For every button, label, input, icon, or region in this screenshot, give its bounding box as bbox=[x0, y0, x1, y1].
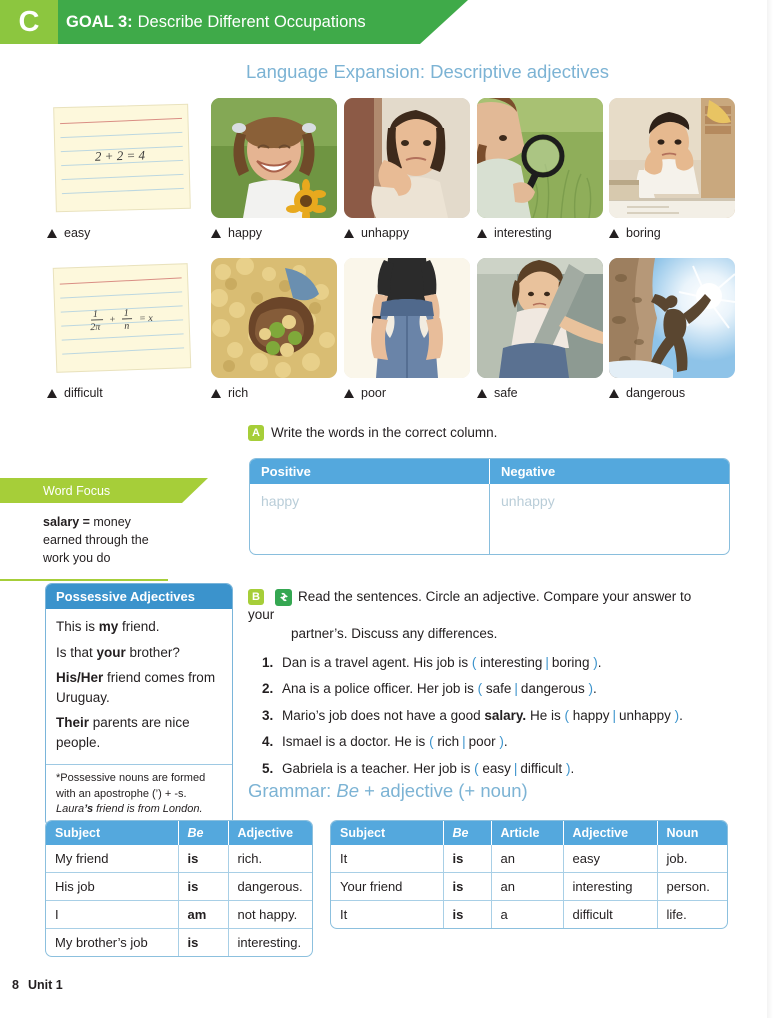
option-b[interactable]: dangerous bbox=[520, 681, 585, 697]
caption-label: easy bbox=[64, 226, 91, 240]
word-focus-definition bbox=[0, 503, 168, 581]
example-bold: His/Her bbox=[56, 670, 104, 686]
photo-safe-child-seatbelt bbox=[477, 258, 603, 378]
caption-label: poor bbox=[361, 386, 387, 400]
triangle-bullet-icon bbox=[211, 389, 221, 398]
triangle-bullet-icon bbox=[344, 229, 354, 238]
example-post: friend. bbox=[118, 619, 160, 634]
cell-be: is bbox=[178, 929, 228, 957]
svg-text:2 + 2 = 4: 2 + 2 = 4 bbox=[94, 147, 146, 164]
option-b[interactable]: boring bbox=[551, 654, 590, 670]
footnote-example-bold: ’s bbox=[84, 803, 94, 816]
cell-subject: It bbox=[331, 901, 443, 929]
cell-be: is bbox=[443, 901, 491, 929]
answer-cell-positive[interactable]: happy bbox=[250, 484, 490, 554]
adjective-card-easy bbox=[47, 98, 173, 240]
word-focus-meaning: money earned through the work you do bbox=[43, 515, 149, 566]
grammar-table-adjective bbox=[45, 820, 313, 957]
option-b[interactable]: unhappy bbox=[619, 707, 671, 723]
caption-happy bbox=[211, 226, 337, 240]
table-row bbox=[46, 845, 313, 873]
sentence-item[interactable] bbox=[248, 654, 718, 672]
exercise-a bbox=[248, 424, 748, 442]
sentence-suffix: . bbox=[503, 734, 508, 750]
goal-label: GOAL 3: bbox=[66, 12, 133, 31]
option-a[interactable]: safe bbox=[485, 681, 512, 697]
option-a[interactable]: rich bbox=[437, 734, 460, 750]
possessive-adjectives-title: Possessive Adjectives bbox=[46, 584, 232, 609]
word-focus-band-taper bbox=[182, 478, 208, 503]
table-row bbox=[46, 929, 313, 957]
paren-open: ( bbox=[471, 654, 477, 670]
column-header-be: Be bbox=[443, 821, 491, 845]
caption-boring bbox=[609, 226, 735, 240]
exercise-a-instruction-text: Write the words in the correct column. bbox=[271, 425, 498, 440]
paren-close: ) bbox=[565, 760, 571, 776]
caption-safe bbox=[477, 386, 603, 400]
cell-noun: job. bbox=[666, 851, 688, 866]
cell-article: a bbox=[491, 901, 563, 929]
example-pre: Is that bbox=[56, 644, 97, 660]
option-b[interactable]: poor bbox=[468, 734, 496, 750]
cell-subject: It bbox=[331, 845, 443, 873]
cell-adjective: interesting. bbox=[228, 929, 313, 957]
positive-negative-table-header bbox=[250, 459, 729, 484]
paren-open: ( bbox=[474, 760, 479, 776]
caption-easy bbox=[47, 226, 173, 240]
word-focus-band bbox=[0, 478, 214, 503]
footnote-line-2: with an apostrophe (’) + -s. bbox=[56, 787, 187, 800]
triangle-bullet-icon bbox=[211, 229, 221, 238]
grammar-table-adjective-noun bbox=[330, 820, 728, 929]
column-header-adjective: Adjective bbox=[228, 821, 313, 845]
column-header-noun: Noun bbox=[657, 821, 727, 845]
exercise-a-badge: A bbox=[248, 425, 264, 441]
adjective-card-dangerous bbox=[609, 258, 735, 400]
sentence-suffix: . bbox=[570, 760, 575, 776]
cell-adjective: not happy. bbox=[228, 901, 313, 929]
paren-open: ( bbox=[429, 734, 434, 750]
triangle-bullet-icon bbox=[47, 229, 57, 238]
section-letter-badge bbox=[0, 0, 58, 44]
sentence-prefix: Gabriela is a teacher. Her job is bbox=[282, 760, 475, 776]
triangle-bullet-icon bbox=[47, 389, 57, 398]
option-divider: | bbox=[462, 734, 466, 750]
cell-subject: My brother’s job bbox=[46, 929, 178, 957]
example-bold: my bbox=[98, 619, 119, 634]
column-header-subject: Subject bbox=[331, 821, 443, 845]
sentence-list bbox=[248, 654, 718, 778]
option-a[interactable]: happy bbox=[572, 707, 610, 723]
sentence-bold-word: salary. bbox=[484, 707, 527, 723]
section-letter: C bbox=[18, 5, 40, 38]
photo-dangerous-rock-climber bbox=[609, 258, 735, 378]
footnote-line-1: *Possessive nouns are formed bbox=[56, 772, 206, 785]
footnote-example bbox=[56, 803, 203, 815]
photo-boring-boy-at-desk bbox=[609, 98, 735, 218]
caption-label: safe bbox=[494, 386, 518, 400]
page-number: 8 bbox=[12, 978, 19, 992]
cell-subject: His job bbox=[46, 873, 178, 901]
caption-label: interesting bbox=[494, 226, 552, 240]
caption-poor bbox=[344, 386, 470, 400]
photo-poor-empty-pockets bbox=[344, 258, 470, 378]
adjective-card-rich bbox=[211, 258, 337, 400]
possessive-adjectives-examples bbox=[46, 609, 232, 764]
exercise-b-instruction bbox=[248, 588, 718, 644]
answer-cell-negative[interactable]: unhappy bbox=[501, 493, 555, 509]
exercise-b-badge: B bbox=[248, 589, 264, 605]
possessive-example-3 bbox=[56, 668, 222, 707]
sentence-number: 4. bbox=[262, 734, 274, 750]
svg-text:1: 1 bbox=[123, 307, 130, 319]
svg-text:+: + bbox=[108, 314, 116, 326]
note-paper-easy-image bbox=[47, 98, 197, 218]
grammar-title-pre: Grammar: bbox=[248, 780, 337, 801]
paren-close: ) bbox=[588, 681, 593, 697]
svg-text:n: n bbox=[124, 320, 130, 332]
sentence-prefix: Ana is a police officer. Her job is bbox=[282, 681, 478, 697]
caption-label: rich bbox=[228, 386, 249, 400]
table-row bbox=[46, 901, 313, 929]
example-bold: Their bbox=[56, 715, 90, 731]
triangle-bullet-icon bbox=[344, 389, 354, 398]
example-post: brother? bbox=[125, 644, 180, 660]
svg-text:1: 1 bbox=[92, 308, 99, 321]
sentence-text bbox=[282, 760, 574, 778]
word-focus-term: salary = bbox=[43, 515, 90, 529]
caption-label: difficult bbox=[64, 386, 103, 400]
cell-subject: Your friend bbox=[331, 873, 443, 901]
sentence-prefix: Ismael is a doctor. He is bbox=[282, 734, 430, 750]
photo-interesting-girl-magnifying-glass bbox=[477, 98, 603, 218]
example-post: friend comes from Uruguay. bbox=[56, 670, 216, 705]
option-divider: | bbox=[514, 681, 518, 697]
goal-title bbox=[66, 0, 366, 44]
column-header-negative: Negative bbox=[501, 464, 556, 479]
caption-label: boring bbox=[626, 226, 661, 240]
sentence-prefix: Mario’s job does not have a good bbox=[282, 707, 485, 723]
paren-close: ) bbox=[674, 707, 680, 723]
sentence-number: 2. bbox=[262, 681, 274, 697]
table-row bbox=[331, 845, 727, 873]
cell-adjective: rich. bbox=[237, 851, 263, 866]
column-header-article: Article bbox=[491, 821, 563, 845]
cell-be: is bbox=[178, 845, 228, 873]
cell-article: an bbox=[491, 845, 563, 873]
goal-banner-taper bbox=[420, 0, 468, 44]
sentence-mid: He is bbox=[526, 707, 565, 723]
option-divider: | bbox=[513, 760, 518, 776]
sentence-number: 3. bbox=[262, 707, 274, 723]
cell-noun: person. bbox=[657, 873, 727, 901]
adjective-card-difficult bbox=[47, 258, 173, 400]
sentence-suffix: . bbox=[679, 707, 683, 723]
column-header-adjective: Adjective bbox=[563, 821, 657, 845]
sentence-prefix: Dan is a travel agent. His job is bbox=[282, 654, 472, 670]
option-a[interactable]: easy bbox=[482, 760, 511, 776]
possessive-example-4 bbox=[56, 713, 222, 752]
photo-unhappy-girl-hand-on-face bbox=[344, 98, 470, 218]
table-row bbox=[46, 873, 313, 901]
possessive-example-2 bbox=[56, 643, 222, 663]
note-paper-difficult-image bbox=[47, 258, 197, 378]
grammar-title-italic: Be bbox=[336, 780, 360, 801]
word-focus-box bbox=[0, 478, 214, 581]
triangle-bullet-icon bbox=[477, 389, 487, 398]
triangle-bullet-icon bbox=[609, 389, 619, 398]
word-focus-title: Word Focus bbox=[43, 483, 111, 498]
goal-banner bbox=[0, 0, 470, 44]
grammar-title bbox=[248, 780, 528, 802]
option-b[interactable]: difficult bbox=[520, 760, 563, 776]
caption-label: dangerous bbox=[626, 386, 686, 400]
caption-label: happy bbox=[228, 226, 263, 240]
positive-negative-table-body bbox=[250, 484, 729, 554]
photo-happy-girl-laughing bbox=[211, 98, 337, 218]
column-header-positive: Positive bbox=[250, 459, 490, 484]
cell-subject: My friend bbox=[46, 845, 178, 873]
example-pre: This is bbox=[56, 619, 99, 634]
caption-dangerous bbox=[609, 386, 735, 400]
sentence-text bbox=[282, 733, 508, 751]
table-row bbox=[331, 901, 727, 929]
svg-text:2π: 2π bbox=[90, 321, 101, 334]
pair-work-icon bbox=[275, 589, 292, 606]
possessive-adjectives-box bbox=[45, 583, 233, 827]
cell-be: is bbox=[443, 873, 491, 901]
unit-label: Unit 1 bbox=[27, 978, 63, 992]
exercise-b-instruction-line-1: Read the sentences. Circle an adjective. Compare your answer to your bbox=[248, 589, 692, 623]
caption-unhappy bbox=[344, 226, 470, 240]
photo-rich-hands-with-coins bbox=[211, 258, 337, 378]
page-edge-shadow bbox=[767, 0, 773, 1018]
cell-adjective: dangerous. bbox=[228, 873, 313, 901]
table-header-row bbox=[46, 821, 313, 845]
sentence-item[interactable] bbox=[248, 733, 718, 751]
caption-label: unhappy bbox=[361, 226, 409, 240]
cell-adjective: easy bbox=[563, 845, 657, 873]
table-row bbox=[331, 873, 727, 901]
sentence-text bbox=[282, 680, 597, 698]
column-header-subject: Subject bbox=[46, 821, 178, 845]
cell-article: an bbox=[491, 873, 563, 901]
option-a[interactable]: interesting bbox=[480, 654, 543, 670]
sentence-item[interactable] bbox=[248, 707, 718, 725]
caption-difficult bbox=[47, 386, 173, 400]
cell-adjective: interesting bbox=[563, 873, 657, 901]
cell-be: is bbox=[443, 845, 491, 873]
grammar-title-post: + adjective (+ noun) bbox=[359, 780, 528, 801]
possessive-example-1 bbox=[56, 617, 222, 637]
sentence-text bbox=[282, 707, 683, 725]
goal-description: Describe Different Occupations bbox=[137, 12, 366, 31]
sentence-suffix: . bbox=[597, 654, 602, 670]
exercise-b-instruction-line-2: partner’s. Discuss any differences. bbox=[291, 626, 498, 642]
cell-adjective: difficult bbox=[563, 901, 657, 929]
adjective-photo-row-1 bbox=[0, 98, 773, 243]
footnote-example-pre: Laura bbox=[56, 803, 85, 816]
page-footer bbox=[12, 978, 63, 992]
triangle-bullet-icon bbox=[477, 229, 487, 238]
exercise-b bbox=[248, 588, 718, 786]
footnote-example-post: friend is from London. bbox=[93, 803, 203, 816]
possessive-adjectives-footnote bbox=[46, 764, 232, 825]
paren-open: ( bbox=[477, 681, 483, 697]
sentence-suffix: . bbox=[593, 681, 597, 697]
sentence-item[interactable] bbox=[248, 760, 718, 778]
cell-be: is bbox=[178, 873, 228, 901]
triangle-bullet-icon bbox=[609, 229, 619, 238]
caption-interesting bbox=[477, 226, 603, 240]
example-bold: your bbox=[96, 644, 126, 660]
paren-close: ) bbox=[593, 654, 598, 670]
table-header-row bbox=[331, 821, 727, 845]
cell-be: am bbox=[178, 901, 228, 929]
paren-close: ) bbox=[499, 734, 504, 750]
caption-rich bbox=[211, 386, 337, 400]
svg-text:= x: = x bbox=[138, 312, 153, 325]
language-expansion-title: Language Expansion: Descriptive adjectives bbox=[246, 61, 610, 82]
option-divider: | bbox=[612, 707, 617, 723]
positive-negative-table bbox=[249, 458, 730, 555]
cell-noun: life. bbox=[657, 901, 727, 929]
adjective-card-happy bbox=[211, 98, 337, 240]
sentence-item[interactable] bbox=[248, 680, 718, 698]
adjective-photo-row-2 bbox=[0, 258, 773, 403]
exercise-a-instruction bbox=[248, 424, 748, 442]
adjective-card-safe bbox=[477, 258, 603, 400]
adjective-card-poor bbox=[344, 258, 470, 400]
sentence-number: 1. bbox=[262, 654, 274, 670]
sentence-text bbox=[282, 654, 601, 672]
column-header-be: Be bbox=[178, 821, 228, 845]
paren-open: ( bbox=[564, 707, 569, 723]
sentence-number: 5. bbox=[262, 760, 274, 776]
example-post: parents are nice people. bbox=[56, 715, 190, 750]
adjective-card-boring bbox=[609, 98, 735, 240]
adjective-card-unhappy bbox=[344, 98, 470, 240]
option-divider: | bbox=[545, 654, 549, 670]
cell-subject: I bbox=[46, 901, 178, 929]
adjective-card-interesting bbox=[477, 98, 603, 240]
